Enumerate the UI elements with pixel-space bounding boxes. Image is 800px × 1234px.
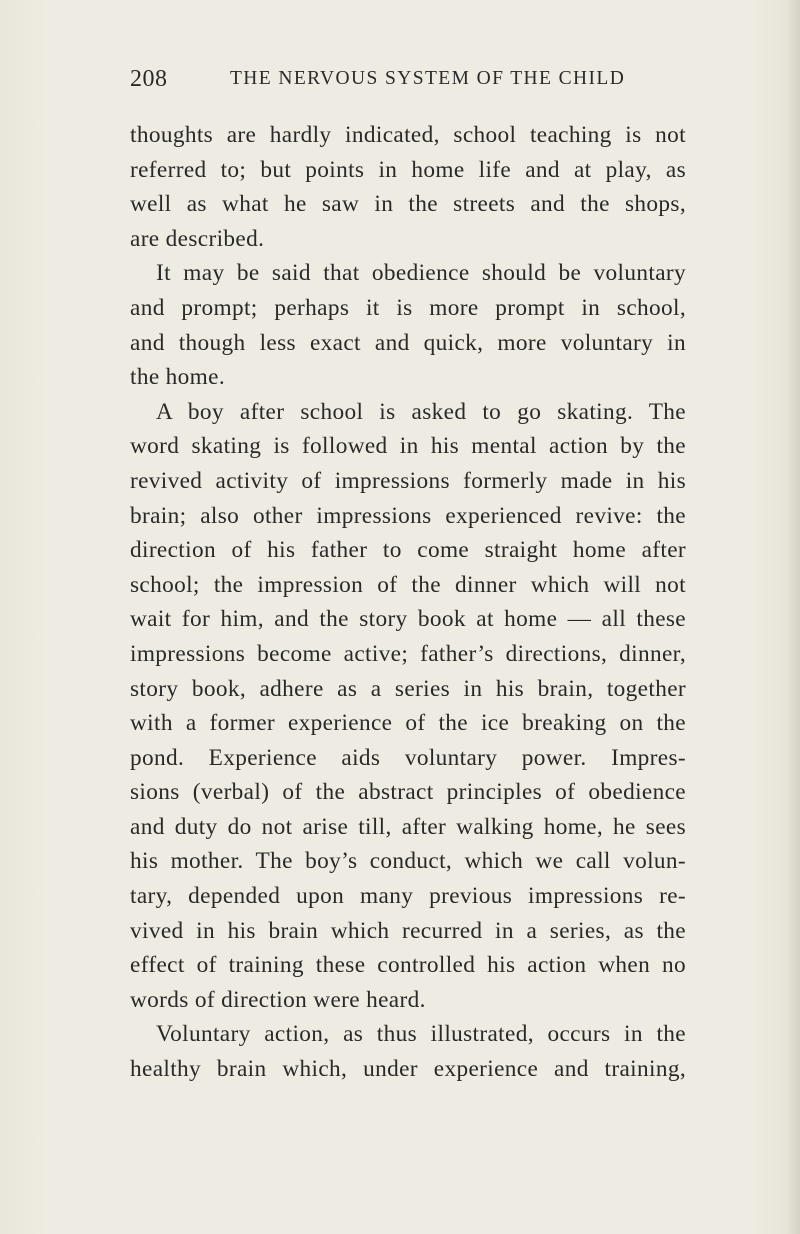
text-line: direction of his father to come straight home after (130, 537, 686, 564)
text-line: impressions become active; father’s directions, dinner, (130, 640, 686, 667)
text-line: tary, depended upon many previous impressions re- (130, 883, 686, 910)
text-line: healthy brain which, under experience and training, (130, 1056, 686, 1083)
text-line: A boy after school is asked to go skating. The (156, 398, 686, 425)
text-line: and duty do not arise till, after walking home, he sees (130, 813, 686, 840)
text-line: thoughts are hardly indicated, school teaching is not (130, 122, 686, 148)
text-line: word skating is followed in his mental action by the (130, 433, 686, 460)
paragraph (130, 256, 686, 394)
text-line: and though less exact and quick, more voluntary in (130, 329, 686, 356)
paragraph (130, 118, 686, 256)
page-edge-shadow (786, 0, 800, 1234)
text-line: referred to; but points in home life and at play, as (130, 156, 686, 183)
text-line: story book, adhere as a series in his brain, together (130, 675, 686, 702)
text-line: brain; also other impressions experienced revive: the (130, 502, 686, 529)
text-line: sions (verbal) of the abstract principles of obedience (130, 779, 686, 806)
text-line: vived in his brain which recurred in a series, as the (130, 917, 686, 944)
text-line: school; the impression of the dinner which will not (130, 571, 686, 598)
text-line: and prompt; perhaps it is more prompt in school, (130, 294, 686, 321)
text-line: effect of training these controlled his action when no (130, 952, 686, 979)
page-number: 208 (130, 66, 168, 92)
text-line: wait for him, and the story book at home — all these (130, 606, 686, 633)
text-line: It may be said that obedience should be voluntary (156, 260, 686, 287)
page-header (130, 62, 690, 98)
text-line: revived activity of impressions formerly made in his (130, 467, 686, 494)
paragraph (130, 1017, 686, 1086)
text-line: his mother. The boy’s conduct, which we call volun- (130, 848, 686, 875)
body-text (130, 118, 686, 1087)
text-line: Voluntary action, as thus illustrated, occurs in the (156, 1021, 686, 1048)
paragraph (130, 395, 686, 1018)
running-title: THE NERVOUS SYSTEM OF THE CHILD (230, 68, 626, 89)
text-line: the home. (130, 364, 226, 391)
text-line: words of direction were heard. (130, 986, 426, 1013)
text-line: are described. (130, 225, 265, 252)
text-line: pond. Experience aids voluntary power. Impres- (130, 744, 686, 771)
text-line: with a former experience of the ice breaking on the (130, 710, 686, 737)
text-line: well as what he saw in the streets and the shops, (130, 191, 686, 218)
